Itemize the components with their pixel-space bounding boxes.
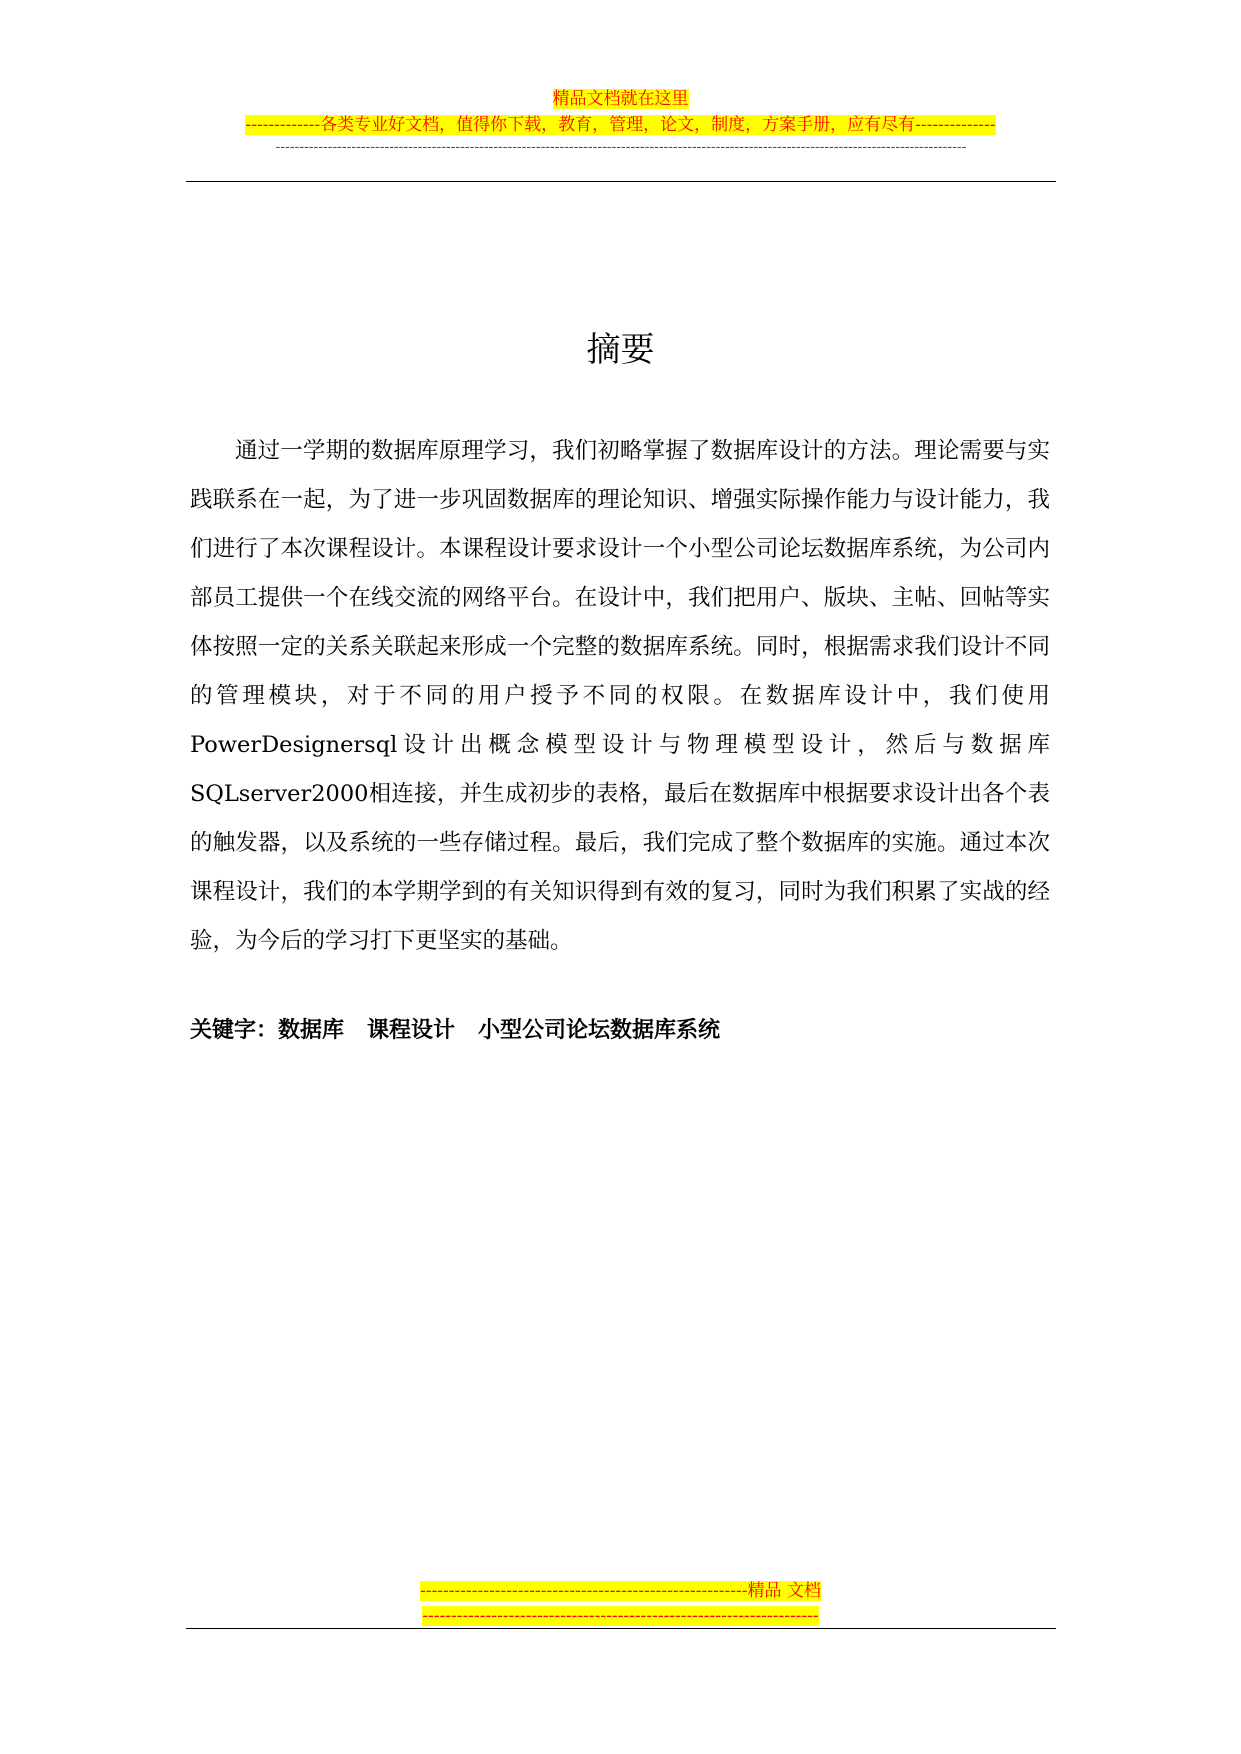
header-banner-title <box>0 88 1241 110</box>
abstract-paragraph: 通过一学期的数据库原理学习，我们初略掌握了数据库设计的方法。理论需要与实践联系在一起，为了进一步巩固数据库的理论知识、增强实际操作能力与设计能力，我们进行了本次课程设计。本课程设计要求设计一个小型公司论坛数据库系统，为公司内部员工提供一个在线交流的网络平台。在设计中，我们把用户、版块、主帖、回帖等实体按照一定的关系关联起来形成一个完整的数据库系统。同时，根据需求我们设计不同的管理模块，对于不同的用户授予不同的权限。在数据库设计中，我们使用PowerDesignersql设计出概念模型设计与物理模型设计，然后与数据库SQLserver2000相连接，并生成初步的表格，最后在数据库中根据要求设计出各个表的触发器，以及系统的一些存储过程。最后，我们完成了整个数据库的实施。通过本次课程设计，我们的本学期学到的有关知识得到有效的复习，同时为我们积累了实战的经验，为今后的学习打下更坚实的基础。 <box>190 438 1050 954</box>
header-banner-title-text: 精品文档就在这里 <box>552 89 689 109</box>
header-banner-slogan-text: -------------各类专业好文档，值得你下载，教育，管理，论文，制度，方案手册，应有尽有-------------- <box>245 115 996 135</box>
footer-dash-text: --------------------------------------------------------------------- <box>422 1606 819 1626</box>
footer-banner-text: ---------------------------------------------------------精品 文档 <box>420 1581 821 1601</box>
keywords-line: 关键字：数据库 课程设计 小型公司论坛数据库系统 <box>190 1018 720 1043</box>
page-title: 摘要 <box>586 330 655 370</box>
footer-dash-line <box>0 1605 1241 1627</box>
footer-rule <box>186 1628 1056 1629</box>
header-banner-slogan <box>0 114 1241 136</box>
header-dash-separator: -------------------------------------------------------------------------------------------------------------------------------------------------- <box>275 139 967 155</box>
header-rule <box>186 181 1056 182</box>
footer-banner <box>0 1580 1241 1602</box>
